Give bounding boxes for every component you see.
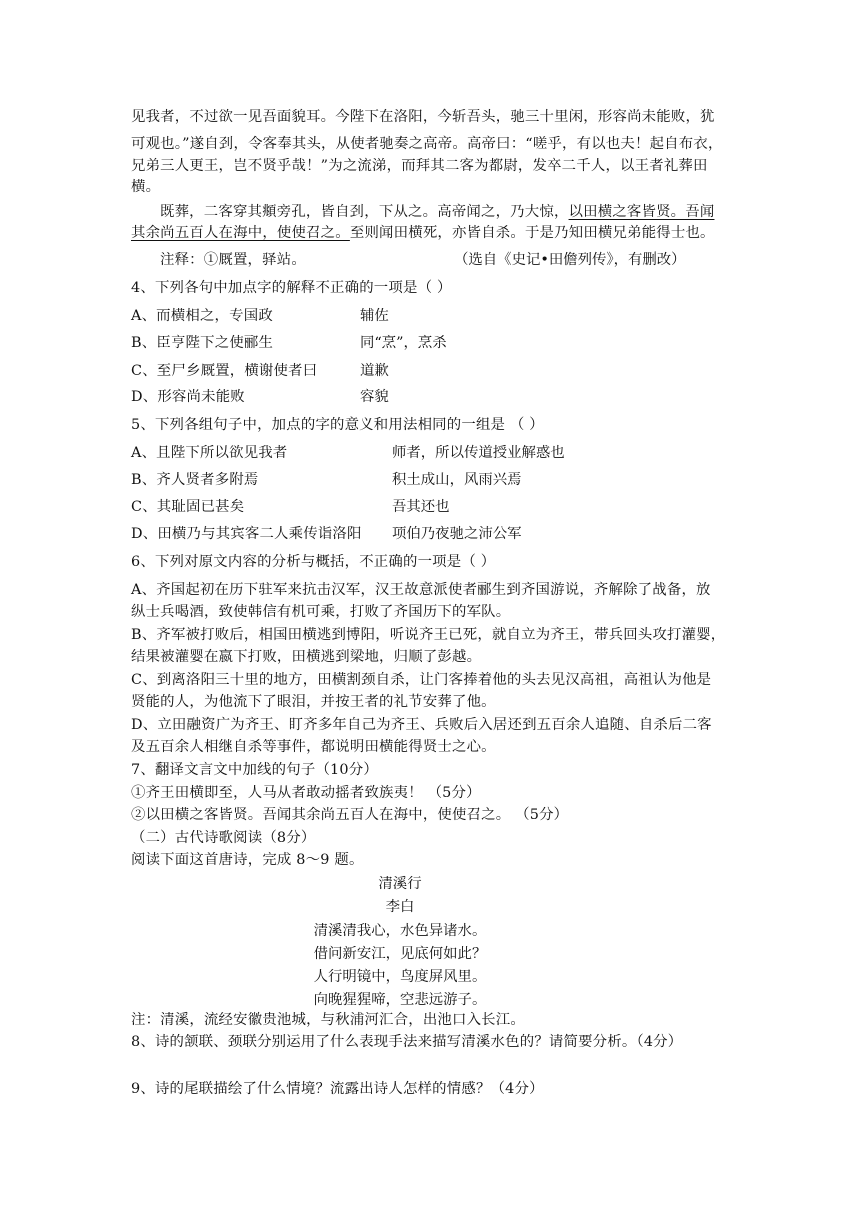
q4-option-d: D、形容尚未能败 [131, 389, 245, 405]
q6-line: 结果被灌婴在嬴下打败，田横逃到梁地，归顺了彭越。 [131, 649, 482, 665]
q5-option-d-right: 项伯乃夜驰之沛公军 [392, 526, 522, 542]
q6-stem: 6、下列对原文内容的分析与概括，不正确的一项是（ ） [131, 554, 496, 570]
poem-line: 人行明镜中，鸟度屏风里。 [313, 969, 487, 985]
q6-line: 贤能的人，为他流下了眼泪，并按王者的礼节安葬了他。 [131, 694, 496, 710]
underlined-sentence: 其余尚五百人在海中，使使召之。 [131, 225, 350, 241]
poem-line: 借问新安江，见底何如此？ [313, 946, 487, 962]
note: 注释：①厩置，驿站。 [160, 252, 306, 268]
q4-gloss-a: 辅佐 [360, 308, 389, 324]
poem-author: 李白 [385, 899, 415, 915]
q5-option-a-left: A、且陛下所以欲见我者 [131, 445, 288, 461]
passage-line-2: 可观也。”遂自刭，令客奉其头，从使者驰奏之高帝。高帝曰：“嗟乎，有以也夫！起自布衣， [131, 136, 723, 152]
passage-line-6 [131, 223, 715, 243]
passage-line-1: 见我者，不过欲一见吾面貌耳。今陛下在洛阳，今斩吾头，驰三十里闲，形容尚未能败，犹 [131, 109, 715, 125]
q8: 8、诗的颔联、颈联分别运用了什么表现手法来描写清溪水色的？请简要分析。（4分） [131, 1034, 683, 1050]
passage-line-3: 兄弟三人更王，岂不贤乎哉！”为之流涕，而拜其二客为都尉，发卒二千人，以王者礼葬田 [131, 158, 708, 174]
section-heading: （二）古代诗歌阅读（8分） [131, 830, 316, 846]
q9: 9、诗的尾联描绘了什么情境？流露出诗人怎样的情感？（4分） [131, 1081, 544, 1097]
q4-stem: 4、下列各句中加点字的解释不正确的一项是（ ） [131, 280, 452, 296]
q6-line: D、立田融资广为齐王、盯齐多年自己为齐王、兵败后入居还到五百余人追随、自杀后二客 [131, 717, 712, 733]
q4-option-b: B、臣亨陛下之使郦生 [131, 335, 274, 351]
source-citation: （选自《史记•田儋列传》，有删改） [454, 252, 686, 268]
q5-option-c-left: C、其耻固已甚矣 [131, 499, 245, 515]
q4-option-c: C、至尸乡厩置，横谢使者曰 [131, 363, 318, 379]
q7-sentence-1: ①齐王田横即至，人马从者敢动摇者致族夷！ （5分） [131, 785, 481, 801]
q4-gloss-b: 同“烹”，烹杀 [360, 335, 447, 351]
q6-line: 纵士兵喝酒，致使韩信有机可乘，打败了齐国历下的军队。 [131, 604, 511, 620]
q5-stem: 5、下列各组句子中，加点的字的意义和用法相同的一组是 （ ） [131, 417, 544, 433]
poem-title: 清溪行 [378, 876, 422, 892]
passage-line-5 [160, 202, 714, 222]
q4-option-a: A、而横相之，专国政 [131, 308, 273, 324]
q5-option-d-left: D、田横乃与其宾客二人乘传诣洛阳 [131, 526, 362, 542]
q5-option-c-right: 吾其还也 [392, 499, 450, 515]
poem-note: 注：清溪，流经安徽贵池城，与秋浦河汇合，出池口入长江。 [131, 1012, 525, 1028]
underlined-sentence: 以田横之客皆贤。吾闻 [568, 204, 715, 220]
q7-stem: 7、翻译文言文中加线的句子（10分） [131, 762, 378, 778]
section-instruction: 阅读下面这首唐诗，完成 8～9 题。 [131, 852, 364, 868]
q6-line: C、到离洛阳三十里的地方，田横割颈自杀，让门客捧着他的头去见汉高祖，高祖认为他是 [131, 672, 712, 688]
passage-line-4: 横。 [131, 179, 161, 195]
q6-line: 及五百余人相继自杀等事件，都说明田横能得贤士之心。 [131, 739, 496, 755]
passage-text: 既葬，二客穿其頫旁孔，皆自刭，下从之。高帝闻之，乃大惊， [160, 204, 569, 220]
poem-line: 向晚猩猩啼，空悲远游子。 [313, 992, 487, 1008]
q4-gloss-c: 道歉 [360, 363, 389, 379]
q6-line: A、齐国起初在历下驻军来抗击汉军，汉王故意派使者郦生到齐国游说，齐解除了战备，放 [131, 582, 711, 598]
q4-gloss-d: 容貌 [360, 389, 389, 405]
poem-line: 清溪清我心，水色异诸水。 [313, 923, 487, 939]
q6-line: B、齐军被打败后，相国田横逃到博阳，听说齐王已死，就自立为齐王，带兵回头攻打灌婴， [131, 627, 726, 643]
q5-option-a-right: 师者，所以传道授业解惑也 [392, 445, 565, 461]
q5-option-b-right: 积土成山，风雨兴焉 [392, 472, 522, 488]
passage-text: 至则闻田横死，亦皆自杀。于是乃知田横兄弟能得士也。 [349, 225, 715, 241]
q5-option-b-left: B、齐人贤者多附焉 [131, 472, 259, 488]
q7-sentence-2: ②以田横之客皆贤。吾闻其余尚五百人在海中，使使召之。 （5分） [131, 807, 569, 823]
